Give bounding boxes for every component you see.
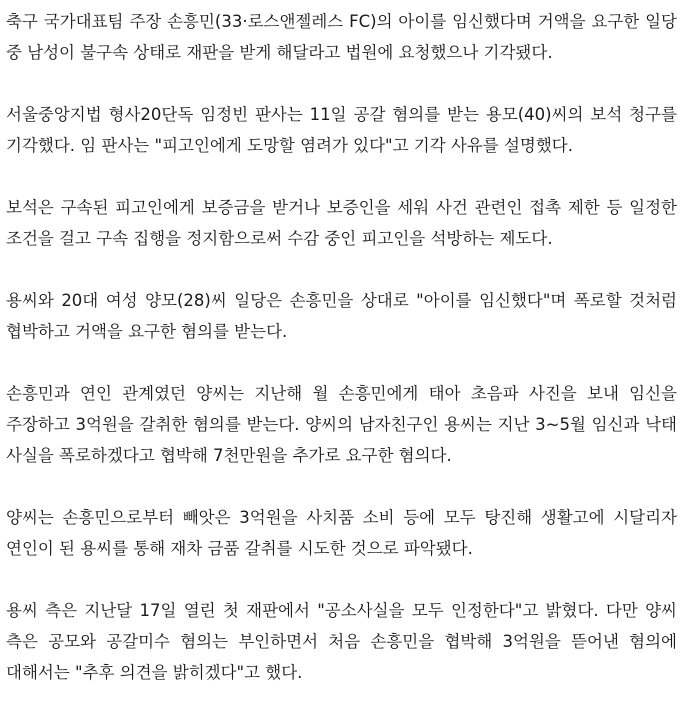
article-paragraph-5: 손흥민과 연인 관계였던 양씨는 지난해 월 손흥민에게 태아 초음파 사진을 보내 임신을 주장하고 3억원을 갈취한 혐의를 받는다. 양씨의 남자친구인 용씨는 지난 3~5월 임신과 낙태 사실을 폭로하겠다고 협박해 7천만원을 추가로 요구한 혐의다. <box>6 384 677 465</box>
article-paragraph-1: 축구 국가대표팀 주장 손흥민(33·로스앤젤레스 FC)의 아이를 임신했다며 거액을 요구한 일당 중 남성이 불구속 상태로 재판을 받게 해달라고 법원에 요청했으나 기각됐다. <box>6 12 677 62</box>
article-paragraph-7: 용씨 측은 지난달 17일 열린 첫 재판에서 "공소사실을 모두 인정한다"고 밝혔다. 다만 양씨 측은 공모와 공갈미수 혐의는 부인하면서 처음 손흥민을 협박해 3억원을 뜯어낸 혐의에 대해서는 "추후 의견을 밝히겠다"고 했다. <box>6 601 677 682</box>
article-paragraph-2: 서울중앙지법 형사20단독 임정빈 판사는 11일 공갈 혐의를 받는 용모(40)씨의 보석 청구를 기각했다. 임 판사는 "피고인에게 도망할 염려가 있다"고 기각 사유를 설명했다. <box>6 105 677 155</box>
article-paragraph-6: 양씨는 손흥민으로부터 빼앗은 3억원을 사치품 소비 등에 모두 탕진해 생활고에 시달리자 연인이 된 용씨를 통해 재차 금품 갈취를 시도한 것으로 파악됐다. <box>6 508 677 558</box>
article-paragraph-4: 용씨와 20대 여성 양모(28)씨 일당은 손흥민을 상대로 "아이를 임신했다"며 폭로할 것처럼 협박하고 거액을 요구한 혐의를 받는다. <box>6 291 677 341</box>
article-paragraph-3: 보석은 구속된 피고인에게 보증금을 받거나 보증인을 세워 사건 관련인 접촉 제한 등 일정한 조건을 걸고 구속 집행을 정지함으로써 수감 중인 피고인을 석방하는 제도다. <box>6 198 677 248</box>
